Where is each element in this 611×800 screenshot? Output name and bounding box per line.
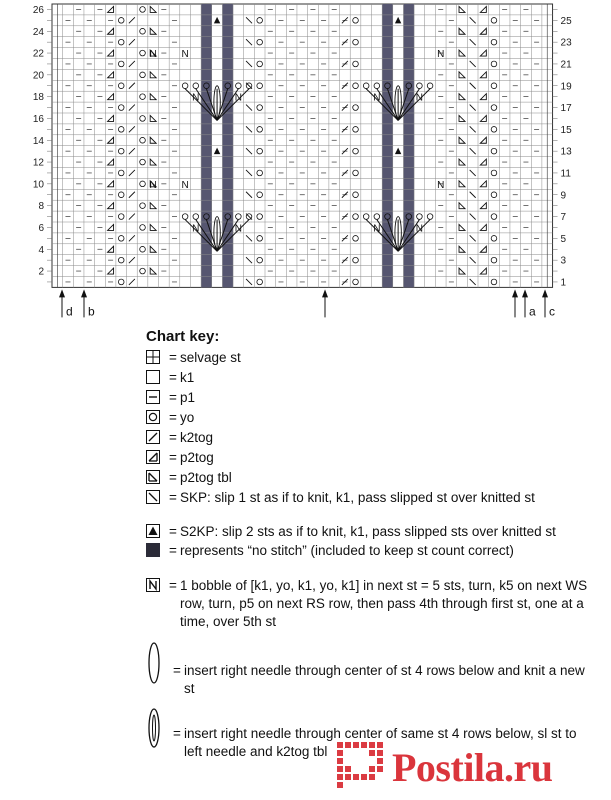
- row-number-right: 17: [560, 103, 572, 115]
- equals-sign: =: [169, 350, 177, 365]
- knitting-chart: [0, 0, 611, 330]
- marker-arrow-icon: [59, 289, 65, 297]
- key-item-k2tog: [146, 429, 596, 447]
- row-number-right: 21: [560, 59, 572, 71]
- chart-key-title: Chart key:: [146, 328, 220, 345]
- key-item-selvage: [146, 349, 596, 367]
- center-knit-symbol-icon: [146, 641, 166, 685]
- equals-sign: =: [169, 450, 177, 465]
- bobble-mark: N: [415, 223, 424, 235]
- equals-sign: =: [169, 524, 177, 539]
- row-number-left: 16: [32, 113, 44, 125]
- row-number-left: 14: [32, 135, 44, 147]
- row-number-left: 18: [32, 92, 44, 104]
- equals-sign: =: [169, 578, 177, 593]
- marker-label: c: [549, 304, 555, 319]
- equals-sign: =: [169, 370, 177, 385]
- row-number-right: 11: [560, 168, 571, 180]
- key-text: k1: [180, 370, 195, 385]
- k1-symbol-icon: [146, 370, 162, 386]
- row-number-right: 7: [560, 212, 567, 224]
- row-number-right: 19: [560, 81, 572, 93]
- bobble-mark: N: [437, 49, 445, 61]
- key-item-yo: [146, 409, 596, 427]
- row-number-right: 13: [560, 146, 572, 158]
- center-k2tog-symbol-icon: [146, 704, 166, 748]
- bobble-mark: N: [192, 92, 200, 104]
- row-number-right: 3: [560, 255, 567, 267]
- key-text: insert right needle through center of same st 4 rows below, sl st to left needle and k2tog tbl: [184, 726, 577, 759]
- no-stitch-symbol-icon: [146, 543, 162, 559]
- key-text: represents “no stitch” (included to keep st count correct): [180, 543, 514, 558]
- key-item-k1: [146, 369, 596, 387]
- bobble-mark: N: [437, 179, 445, 191]
- marker-label: b: [88, 304, 95, 319]
- key-text: p1: [180, 390, 196, 405]
- marker-label: a: [529, 304, 536, 319]
- equals-sign: =: [169, 470, 177, 485]
- key-text: selvage st: [180, 350, 241, 365]
- row-number-right: 15: [560, 124, 572, 136]
- p1-symbol-icon: [146, 390, 162, 406]
- equals-sign: =: [169, 490, 177, 505]
- row-number-right: 23: [560, 37, 572, 49]
- key-item-skp: [146, 489, 596, 507]
- marker-arrow-icon: [512, 289, 518, 297]
- bobble-mark: N: [149, 179, 157, 191]
- key-text: p2tog tbl: [180, 470, 232, 485]
- key-item-p2tog: [146, 449, 596, 467]
- equals-sign: =: [173, 663, 181, 678]
- marker-arrow-icon: [81, 289, 87, 297]
- p2tog-symbol-icon: [146, 450, 162, 466]
- row-number-left: 26: [32, 4, 44, 16]
- bobble-mark: N: [181, 49, 189, 61]
- bobble-mark: N: [373, 92, 381, 104]
- row-number-left: 6: [38, 222, 44, 234]
- key-item-bobble: [146, 577, 596, 631]
- row-number-left: 22: [32, 48, 44, 60]
- bobble-mark: N: [234, 223, 242, 235]
- postila-watermark: Postila.ru: [392, 745, 553, 790]
- equals-sign: =: [169, 543, 177, 558]
- chart-key: [146, 328, 596, 759]
- marker-arrow-icon: [542, 289, 548, 297]
- row-number-right: 25: [560, 15, 572, 27]
- key-item-no-stitch: [146, 542, 596, 560]
- bobble-mark: N: [373, 223, 381, 235]
- row-number-right: 5: [560, 233, 567, 245]
- marker-arrow-icon: [522, 289, 528, 297]
- postila-logo-icon: [335, 740, 387, 792]
- yo-symbol-icon: [146, 410, 162, 426]
- equals-sign: =: [169, 390, 177, 405]
- row-number-left: 10: [32, 179, 44, 191]
- p2tog-tbl-symbol-icon: [146, 470, 162, 486]
- selvage-symbol-icon: [146, 350, 162, 366]
- bobble-mark: N: [149, 49, 157, 61]
- equals-sign: =: [169, 430, 177, 445]
- row-number-left: 8: [38, 201, 44, 213]
- row-number-left: 4: [38, 244, 44, 256]
- key-item-p1: [146, 389, 596, 407]
- k2tog-symbol-icon: [146, 430, 162, 446]
- bobble-mark: N: [234, 92, 242, 104]
- equals-sign: =: [169, 410, 177, 425]
- key-text: S2KP: slip 2 sts as if to knit, k1, pass slipped sts over knitted st: [180, 524, 556, 539]
- key-text: p2tog: [180, 450, 214, 465]
- bobble-mark: N: [181, 179, 189, 191]
- equals-sign: =: [173, 726, 181, 741]
- bobble-symbol-icon: [146, 578, 162, 594]
- row-number-right: 1: [560, 277, 567, 289]
- row-number-left: 2: [38, 266, 44, 278]
- s2kp-symbol-icon: [146, 524, 162, 540]
- row-number-left: 12: [32, 157, 44, 169]
- marker-label: d: [66, 304, 73, 319]
- row-number-left: 24: [32, 26, 44, 38]
- key-text: k2tog: [180, 430, 214, 445]
- row-number-right: 9: [560, 190, 567, 202]
- row-number-left: 20: [32, 70, 44, 82]
- key-item-s2kp: [146, 523, 596, 541]
- key-item-p2tog-tbl: [146, 469, 596, 487]
- key-item-center-knit: [146, 640, 596, 698]
- bobble-mark: N: [192, 223, 200, 235]
- key-text: insert right needle through center of st 4 rows below and knit a new st: [184, 663, 585, 696]
- marker-arrow-icon: [322, 289, 328, 297]
- bobble-mark: N: [415, 92, 424, 104]
- key-text: 1 bobble of [k1, yo, k1, yo, k1] in next st = 5 sts, turn, k5 on next WS row, turn, p5 on next RS row, then pass 4th through first st, one at a time, over 5th st: [180, 578, 588, 629]
- key-text: yo: [180, 410, 195, 425]
- key-text: SKP: slip 1 st as if to knit, k1, pass slipped st over knitted st: [180, 490, 535, 505]
- skp-symbol-icon: [146, 490, 162, 506]
